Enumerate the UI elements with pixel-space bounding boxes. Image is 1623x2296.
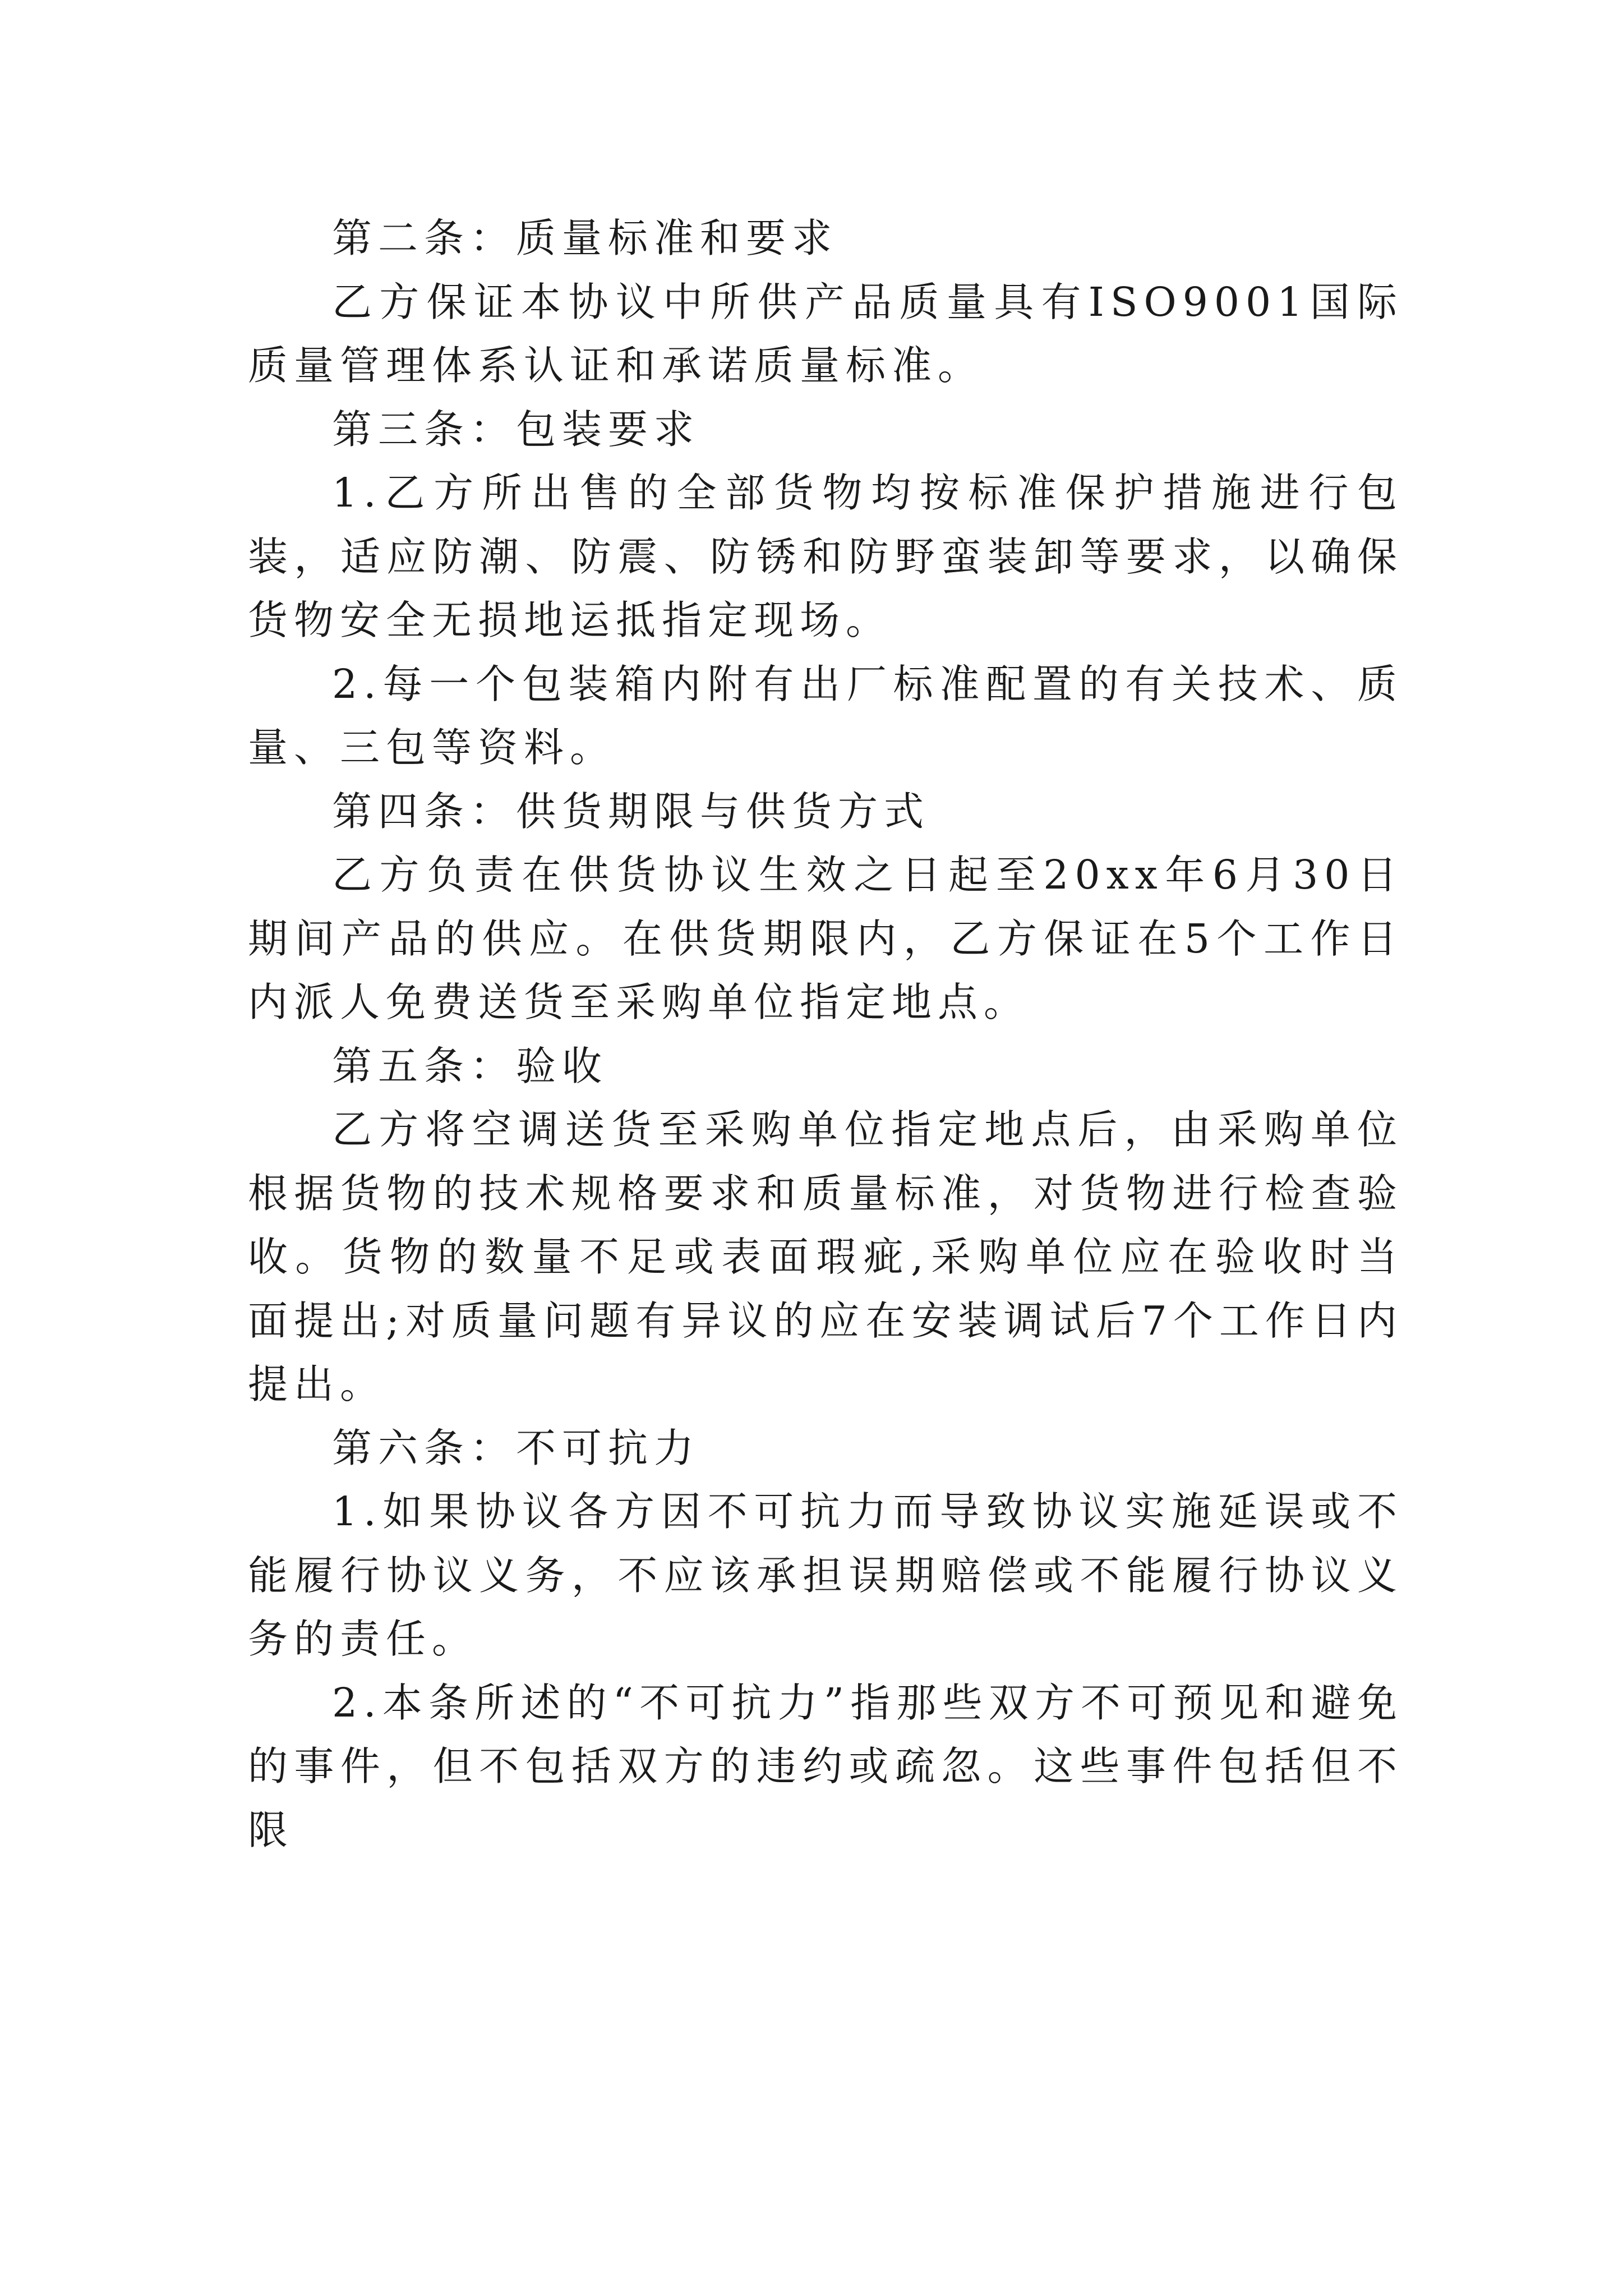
article-2-text: 乙方保证本协议中所供产品质量具有ISO9001国际质量管理体系认证和承诺质量标准。: [248, 278, 1403, 389]
article-2-heading: 第二条：质量标准和要求: [332, 215, 838, 261]
article-5-heading: 第五条：验收: [332, 1042, 608, 1089]
article-6-item-2: 2.本条所述的“不可抗力”指那些双方不可预见和避免的事件，但不包括双方的违约或疏忽。这些事件包括但不限: [248, 1679, 1403, 1853]
article-6-heading: 第六条：不可抗力: [332, 1424, 700, 1471]
article-3-item-2: 2.每一个包装箱内附有出厂标准配置的有关技术、质量、三包等资料。: [248, 660, 1403, 771]
article-3-heading: 第三条：包装要求: [332, 406, 700, 453]
document-body: [248, 206, 1403, 1862]
article-6-item-1: 1.如果协议各方因不可抗力而导致协议实施延误或不能履行协议义务，不应该承担误期赔偿或不能履行协议义务的责任。: [248, 1488, 1403, 1662]
article-3-item-1: 1.乙方所出售的全部货物均按标准保护措施进行包装，适应防潮、防震、防锈和防野蛮装卸等要求，以确保货物安全无损地运抵指定现场。: [248, 470, 1403, 643]
article-4-heading: 第四条：供货期限与供货方式: [332, 788, 930, 835]
article-4-text: 乙方负责在供货协议生效之日起至20xx年6月30日期间产品的供应。在供货期限内，乙方保证在5个工作日内派人免费送货至采购单位指定地点。: [248, 852, 1403, 1025]
article-5-text: 乙方将空调送货至采购单位指定地点后，由采购单位根据货物的技术规格要求和质量标准，对货物进行检查验收。货物的数量不足或表面瑕疵,采购单位应在验收时当面提出;对质量问题有异议的应在安装调试后7个工作日内提出。: [248, 1106, 1403, 1407]
